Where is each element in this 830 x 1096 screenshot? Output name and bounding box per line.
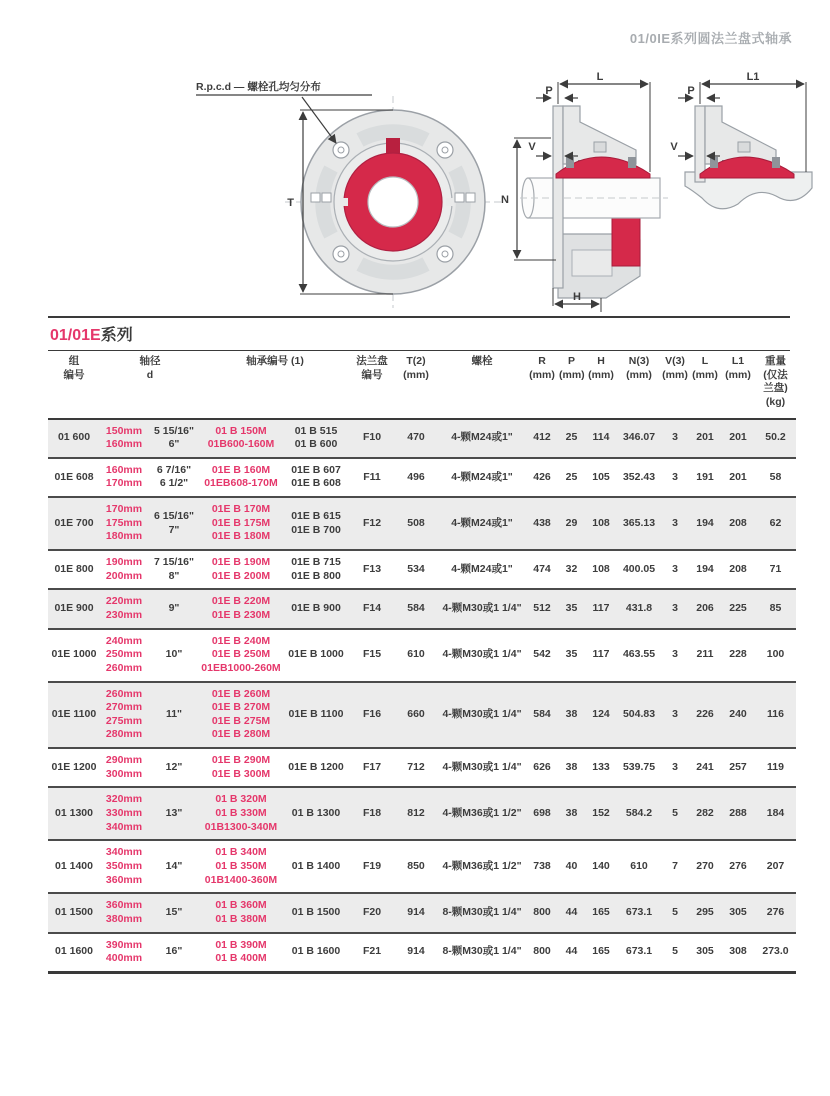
cell-flange: F17 [362, 760, 382, 773]
flange-bearing-drawing [0, 60, 830, 314]
cell-weight: 116 [767, 707, 784, 720]
cell-bolt: 4-颗M30或1 1/4" [442, 707, 522, 720]
dim-label-L: L [596, 71, 604, 83]
cell-weight: 71 [769, 562, 782, 575]
callout-arrow [302, 97, 336, 143]
cell-N: 365.13 [622, 516, 656, 529]
cell-group: 01E 900 [54, 602, 94, 615]
cell-shaft-in: 5 15/16" 6" [153, 424, 194, 451]
flange-plate [553, 106, 563, 288]
cell-shaft-in: 15" [165, 906, 183, 919]
cell-P: 38 [565, 760, 578, 773]
cell-H: 133 [592, 760, 610, 773]
cell-bolt: 8-颗M30或1 1/4" [442, 906, 522, 919]
cell-P: 44 [565, 906, 578, 919]
cell-bearing-m: 01 B 390M 01 B 400M [215, 938, 267, 965]
cell-T: 712 [407, 760, 425, 773]
cell-bearing-m: 01E B 160M 01EB608-170M [204, 463, 278, 490]
col-header: 轴承编号 (1) [200, 352, 350, 419]
cell-H: 105 [592, 470, 610, 483]
cap-bolt [566, 157, 574, 168]
cap-bolt [628, 157, 636, 168]
cell-N: 673.1 [625, 945, 653, 958]
cell-bolt: 4-颗M30或1 1/4" [442, 602, 522, 615]
cell-bearing-m: 01E B 240M 01E B 250M 01EB1000-260M [201, 634, 281, 674]
table-row [48, 497, 796, 550]
bracket-gusset [563, 106, 636, 164]
cell-L1: 276 [729, 859, 747, 872]
cell-shaft-mm: 260mm 270mm 275mm 280mm [105, 687, 143, 741]
cell-shaft-in: 11" [165, 707, 183, 720]
table-row [48, 840, 796, 893]
cell-L: 305 [696, 945, 714, 958]
dim-label-H: H [573, 291, 581, 303]
cell-flange: F12 [362, 516, 382, 529]
cell-bolt: 4-颗M24或1" [451, 516, 513, 529]
cell-P: 44 [565, 945, 578, 958]
cell-flange: F11 [363, 470, 381, 483]
cell-R: 800 [533, 906, 551, 919]
cell-L1: 240 [729, 707, 747, 720]
cell-weight: 50.2 [765, 431, 786, 444]
cap-bolt [710, 157, 718, 168]
table-row [48, 682, 796, 749]
cell-L1: 257 [729, 760, 747, 773]
col-header: P (mm) [558, 352, 585, 419]
cell-bolt: 4-颗M24或1" [451, 562, 513, 575]
cell-weight: 207 [766, 859, 785, 872]
cell-V: 5 [672, 807, 678, 820]
cell-bolt: 4-颗M24或1" [451, 431, 513, 444]
cell-bearing-m: 01E B 170M 01E B 175M 01E B 180M [211, 503, 271, 543]
cell-bolt: 4-颗M24或1" [451, 470, 513, 483]
cell-weight: 276 [766, 906, 785, 919]
cell-V: 3 [672, 470, 678, 483]
cell-T: 850 [407, 859, 425, 872]
cell-group: 01E 1200 [51, 760, 97, 773]
cell-R: 412 [533, 431, 551, 444]
cell-shaft-in: 6 7/16" 6 1/2" [156, 463, 192, 490]
cell-weight: 100 [766, 648, 785, 661]
cell-L1: 208 [729, 562, 747, 575]
split-lug [466, 193, 475, 202]
cell-shaft-mm: 320mm 330mm 340mm [105, 793, 143, 833]
col-header: 组 编号 [48, 352, 100, 419]
cell-shaft-in: 9" [168, 602, 180, 615]
cell-T: 496 [407, 470, 425, 483]
cell-weight: 273.0 [762, 945, 789, 958]
cell-bolt: 4-颗M30或1 1/4" [442, 760, 522, 773]
cell-bearing: 01E B 607 01E B 608 [291, 463, 341, 490]
cell-flange: F18 [362, 807, 382, 820]
cell-L1: 201 [729, 470, 747, 483]
series-table [48, 352, 796, 974]
cell-bearing-m: 01E B 190M 01E B 200M [211, 556, 271, 582]
cell-H: 165 [592, 945, 610, 958]
cell-N: 352.43 [622, 470, 656, 483]
col-header: 法兰盘 编号 [350, 352, 394, 419]
side-view-drawing [501, 71, 668, 312]
cell-shaft-mm: 150mm 160mm [105, 424, 143, 451]
cell-flange: F16 [362, 707, 382, 720]
cell-bearing: 01E B 715 01E B 800 [291, 556, 341, 582]
cell-L: 241 [696, 760, 714, 773]
cell-P: 25 [565, 470, 578, 483]
cell-bolt: 4-颗M36或1 1/2" [442, 807, 522, 820]
cell-R: 738 [533, 859, 551, 872]
col-header: V(3) (mm) [661, 352, 689, 419]
col-header: H (mm) [585, 352, 617, 419]
table-row [48, 933, 796, 973]
cell-flange: F19 [362, 859, 382, 872]
table-row [48, 419, 796, 458]
cell-H: 114 [592, 431, 610, 444]
cell-R: 512 [533, 602, 551, 615]
cell-shaft-mm: 160mm 170mm [105, 463, 143, 490]
section-title-accent: 01/01E [50, 327, 101, 344]
cell-weight: 58 [769, 470, 782, 483]
cell-L1: 308 [729, 945, 747, 958]
cell-weight: 62 [769, 516, 782, 529]
cell-shaft-mm: 170mm 175mm 180mm [105, 503, 143, 543]
cell-H: 108 [592, 516, 610, 529]
cell-V: 3 [672, 431, 678, 444]
cell-bearing: 01 B 515 01 B 600 [294, 424, 338, 451]
cell-bearing-m: 01 B 340M 01 B 350M 01B1400-360M [204, 846, 278, 886]
cell-L1: 228 [729, 648, 747, 661]
cell-H: 165 [592, 906, 610, 919]
side-view-2-drawing [670, 71, 812, 209]
cell-P: 35 [565, 648, 578, 661]
cell-N: 584.2 [625, 807, 653, 820]
cell-shaft-mm: 220mm 230mm [105, 595, 143, 621]
dim-label-P: P [545, 85, 553, 97]
cell-L: 226 [696, 707, 714, 720]
pcd-callout-label: R.p.c.d — 螺栓孔均匀分布 [196, 81, 321, 93]
cell-P: 38 [565, 807, 578, 820]
cell-L1: 208 [729, 516, 747, 529]
bracket-gusset [705, 106, 776, 164]
grease-fitting [738, 142, 750, 152]
table-row [48, 458, 796, 497]
cell-shaft-in: 16" [165, 945, 183, 958]
col-header: 轴径 d [100, 352, 200, 419]
grease-fitting [594, 142, 606, 152]
cell-P: 29 [565, 516, 578, 529]
cell-T: 584 [407, 602, 425, 615]
cell-L: 282 [696, 807, 714, 820]
cell-shaft-mm: 290mm 300mm [105, 754, 143, 780]
technical-drawings [0, 60, 830, 314]
cell-flange: F13 [362, 562, 382, 575]
cell-N: 346.07 [622, 431, 656, 444]
cell-group: 01 1500 [55, 906, 93, 919]
cell-flange: F14 [362, 602, 382, 615]
cell-V: 5 [672, 945, 678, 958]
cell-bearing-m: 01E B 260M 01E B 270M 01E B 275M 01E B 280M [211, 687, 271, 741]
cell-R: 474 [533, 562, 551, 575]
cell-shaft-in: 6 15/16" 7" [153, 509, 194, 536]
dim-label-L1: L1 [746, 71, 760, 83]
cell-P: 25 [565, 431, 578, 444]
cell-shaft-in: 10" [165, 648, 183, 661]
cell-V: 5 [672, 906, 678, 919]
split-lug [311, 193, 320, 202]
cell-shaft-mm: 360mm 380mm [105, 899, 143, 925]
cell-bearing-m: 01E B 220M 01E B 230M [211, 595, 271, 621]
cell-T: 812 [407, 807, 425, 820]
cell-bolt: 4-颗M30或1 1/4" [442, 648, 522, 661]
split-lug [322, 193, 331, 202]
cell-V: 3 [672, 602, 678, 615]
cell-V: 3 [672, 562, 678, 575]
cell-N: 673.1 [625, 906, 653, 919]
cell-group: 01E 700 [54, 516, 94, 529]
cell-L: 194 [696, 516, 714, 529]
col-header: N(3) (mm) [617, 352, 661, 419]
table-header-row [48, 352, 796, 419]
cell-bearing-m: 01 B 360M 01 B 380M [215, 899, 267, 925]
table-row [48, 748, 796, 787]
cell-R: 800 [533, 945, 551, 958]
cell-bearing: 01 B 1300 [291, 807, 341, 820]
cell-N: 400.05 [622, 562, 656, 575]
flange-plate [695, 106, 705, 182]
cell-R: 626 [533, 760, 551, 773]
cell-V: 3 [672, 760, 678, 773]
cell-group: 01E 608 [54, 470, 94, 483]
cell-T: 534 [407, 562, 425, 575]
cell-V: 3 [672, 707, 678, 720]
cell-T: 660 [407, 707, 425, 720]
cell-L1: 288 [729, 807, 747, 820]
hub-notch [446, 198, 454, 206]
cell-H: 152 [592, 807, 610, 820]
cell-group: 01E 1000 [51, 648, 97, 661]
cell-shaft-mm: 190mm 200mm [105, 556, 143, 582]
table-row [48, 550, 796, 589]
cell-bearing: 01E B 1200 [288, 760, 344, 773]
cell-R: 698 [533, 807, 551, 820]
cell-group: 01 1300 [55, 807, 93, 820]
cell-H: 117 [592, 648, 610, 661]
front-view-drawing [196, 80, 501, 308]
cell-group: 01 1600 [55, 945, 93, 958]
cell-bearing: 01 B 1500 [291, 906, 341, 919]
page-title: 01/0IE系列圆法兰盘式轴承 [629, 31, 792, 46]
cell-T: 470 [407, 431, 425, 444]
section-title-rest: 系列 [100, 327, 133, 344]
cell-N: 610 [630, 859, 648, 872]
table-row [48, 629, 796, 682]
cell-flange: F20 [362, 906, 382, 919]
cell-bolt: 4-颗M36或1 1/2" [442, 859, 522, 872]
cell-group: 01 1400 [55, 859, 93, 872]
cell-L: 194 [696, 562, 714, 575]
cell-bearing: 01E B 900 [291, 602, 341, 615]
cell-N: 504.83 [622, 707, 656, 720]
cell-L: 295 [696, 906, 714, 919]
cell-N: 539.75 [622, 760, 656, 773]
cell-H: 140 [592, 859, 610, 872]
cell-bolt: 8-颗M30或1 1/4" [442, 945, 522, 958]
cell-bearing: 01 B 1400 [291, 859, 341, 872]
cell-bearing-m: 01E B 290M 01E B 300M [211, 754, 271, 780]
cell-N: 431.8 [625, 602, 653, 615]
col-header: L (mm) [689, 352, 721, 419]
cell-L: 270 [696, 859, 714, 872]
cell-L: 201 [696, 431, 714, 444]
cell-R: 542 [533, 648, 551, 661]
flange-slot [360, 264, 426, 272]
cell-group: 01 600 [57, 431, 91, 444]
cell-bearing-m: 01 B 320M 01 B 330M 01B1300-340M [204, 793, 278, 833]
cell-flange: F21 [362, 945, 382, 958]
cell-R: 438 [533, 516, 551, 529]
cell-T: 610 [407, 648, 425, 661]
section-title [48, 316, 790, 351]
cell-H: 124 [592, 707, 610, 720]
cell-bearing: 01E B 1000 [288, 648, 344, 661]
cell-L: 211 [696, 648, 714, 661]
cell-group: 01E 1100 [51, 707, 97, 720]
cell-V: 7 [672, 859, 678, 872]
cell-bearing: 01E B 615 01E B 700 [291, 509, 341, 536]
cap-bolt [772, 157, 780, 168]
split-lug [455, 193, 464, 202]
dim-label-P2: P [687, 85, 695, 97]
cell-shaft-mm: 390mm 400mm [105, 938, 143, 965]
cell-shaft-mm: 240mm 250mm 260mm [105, 634, 143, 674]
shaft-bore [368, 177, 418, 227]
col-header: L1 (mm) [721, 352, 755, 419]
cell-shaft-in: 14" [165, 859, 183, 872]
cell-weight: 184 [766, 807, 785, 820]
cell-flange: F15 [362, 648, 382, 661]
cell-T: 914 [407, 906, 425, 919]
cell-H: 108 [592, 562, 610, 575]
cell-weight: 85 [769, 602, 782, 615]
cell-shaft-in: 7 15/16" 8" [153, 556, 194, 582]
cell-bearing: 01 B 1600 [291, 945, 341, 958]
cell-bearing: 01E B 1100 [288, 707, 344, 720]
cell-R: 426 [533, 470, 551, 483]
cell-P: 35 [565, 602, 578, 615]
cell-shaft-in: 12" [165, 760, 183, 773]
cell-P: 38 [565, 707, 578, 720]
cell-group: 01E 800 [54, 562, 94, 575]
dim-label-T: T [287, 197, 294, 209]
cell-shaft-in: 13" [165, 807, 183, 820]
cell-shaft-mm: 340mm 350mm 360mm [105, 846, 143, 886]
cell-bearing-m: 01 B 150M 01B600-160M [207, 424, 275, 451]
cell-N: 463.55 [622, 648, 656, 661]
dim-label-V: V [528, 141, 536, 153]
hub-notch [340, 198, 348, 206]
series-table-wrap [48, 352, 792, 974]
cell-flange: F10 [362, 431, 382, 444]
dim-label-V2: V [670, 141, 678, 153]
cell-T: 508 [407, 516, 425, 529]
cell-L1: 225 [729, 602, 747, 615]
cell-H: 117 [592, 602, 610, 615]
table-body [48, 419, 796, 973]
col-header: 螺栓 [438, 352, 526, 419]
cell-R: 584 [533, 707, 551, 720]
cell-L: 206 [696, 602, 714, 615]
cell-L1: 201 [729, 431, 747, 444]
col-header: T(2) (mm) [394, 352, 438, 419]
cell-P: 32 [565, 562, 578, 575]
cell-T: 914 [407, 945, 425, 958]
col-header: 重量 (仅法 兰盘)(kg) [755, 352, 796, 419]
table-row [48, 893, 796, 932]
cell-L1: 305 [729, 906, 747, 919]
hub-step [572, 250, 612, 276]
cell-V: 3 [672, 516, 678, 529]
cell-weight: 119 [767, 760, 784, 773]
cell-P: 40 [565, 859, 578, 872]
table-row [48, 787, 796, 840]
cell-L: 191 [696, 470, 714, 483]
dim-label-N: N [501, 194, 509, 206]
cell-V: 3 [672, 648, 678, 661]
table-row [48, 589, 796, 628]
col-header: R (mm) [526, 352, 558, 419]
